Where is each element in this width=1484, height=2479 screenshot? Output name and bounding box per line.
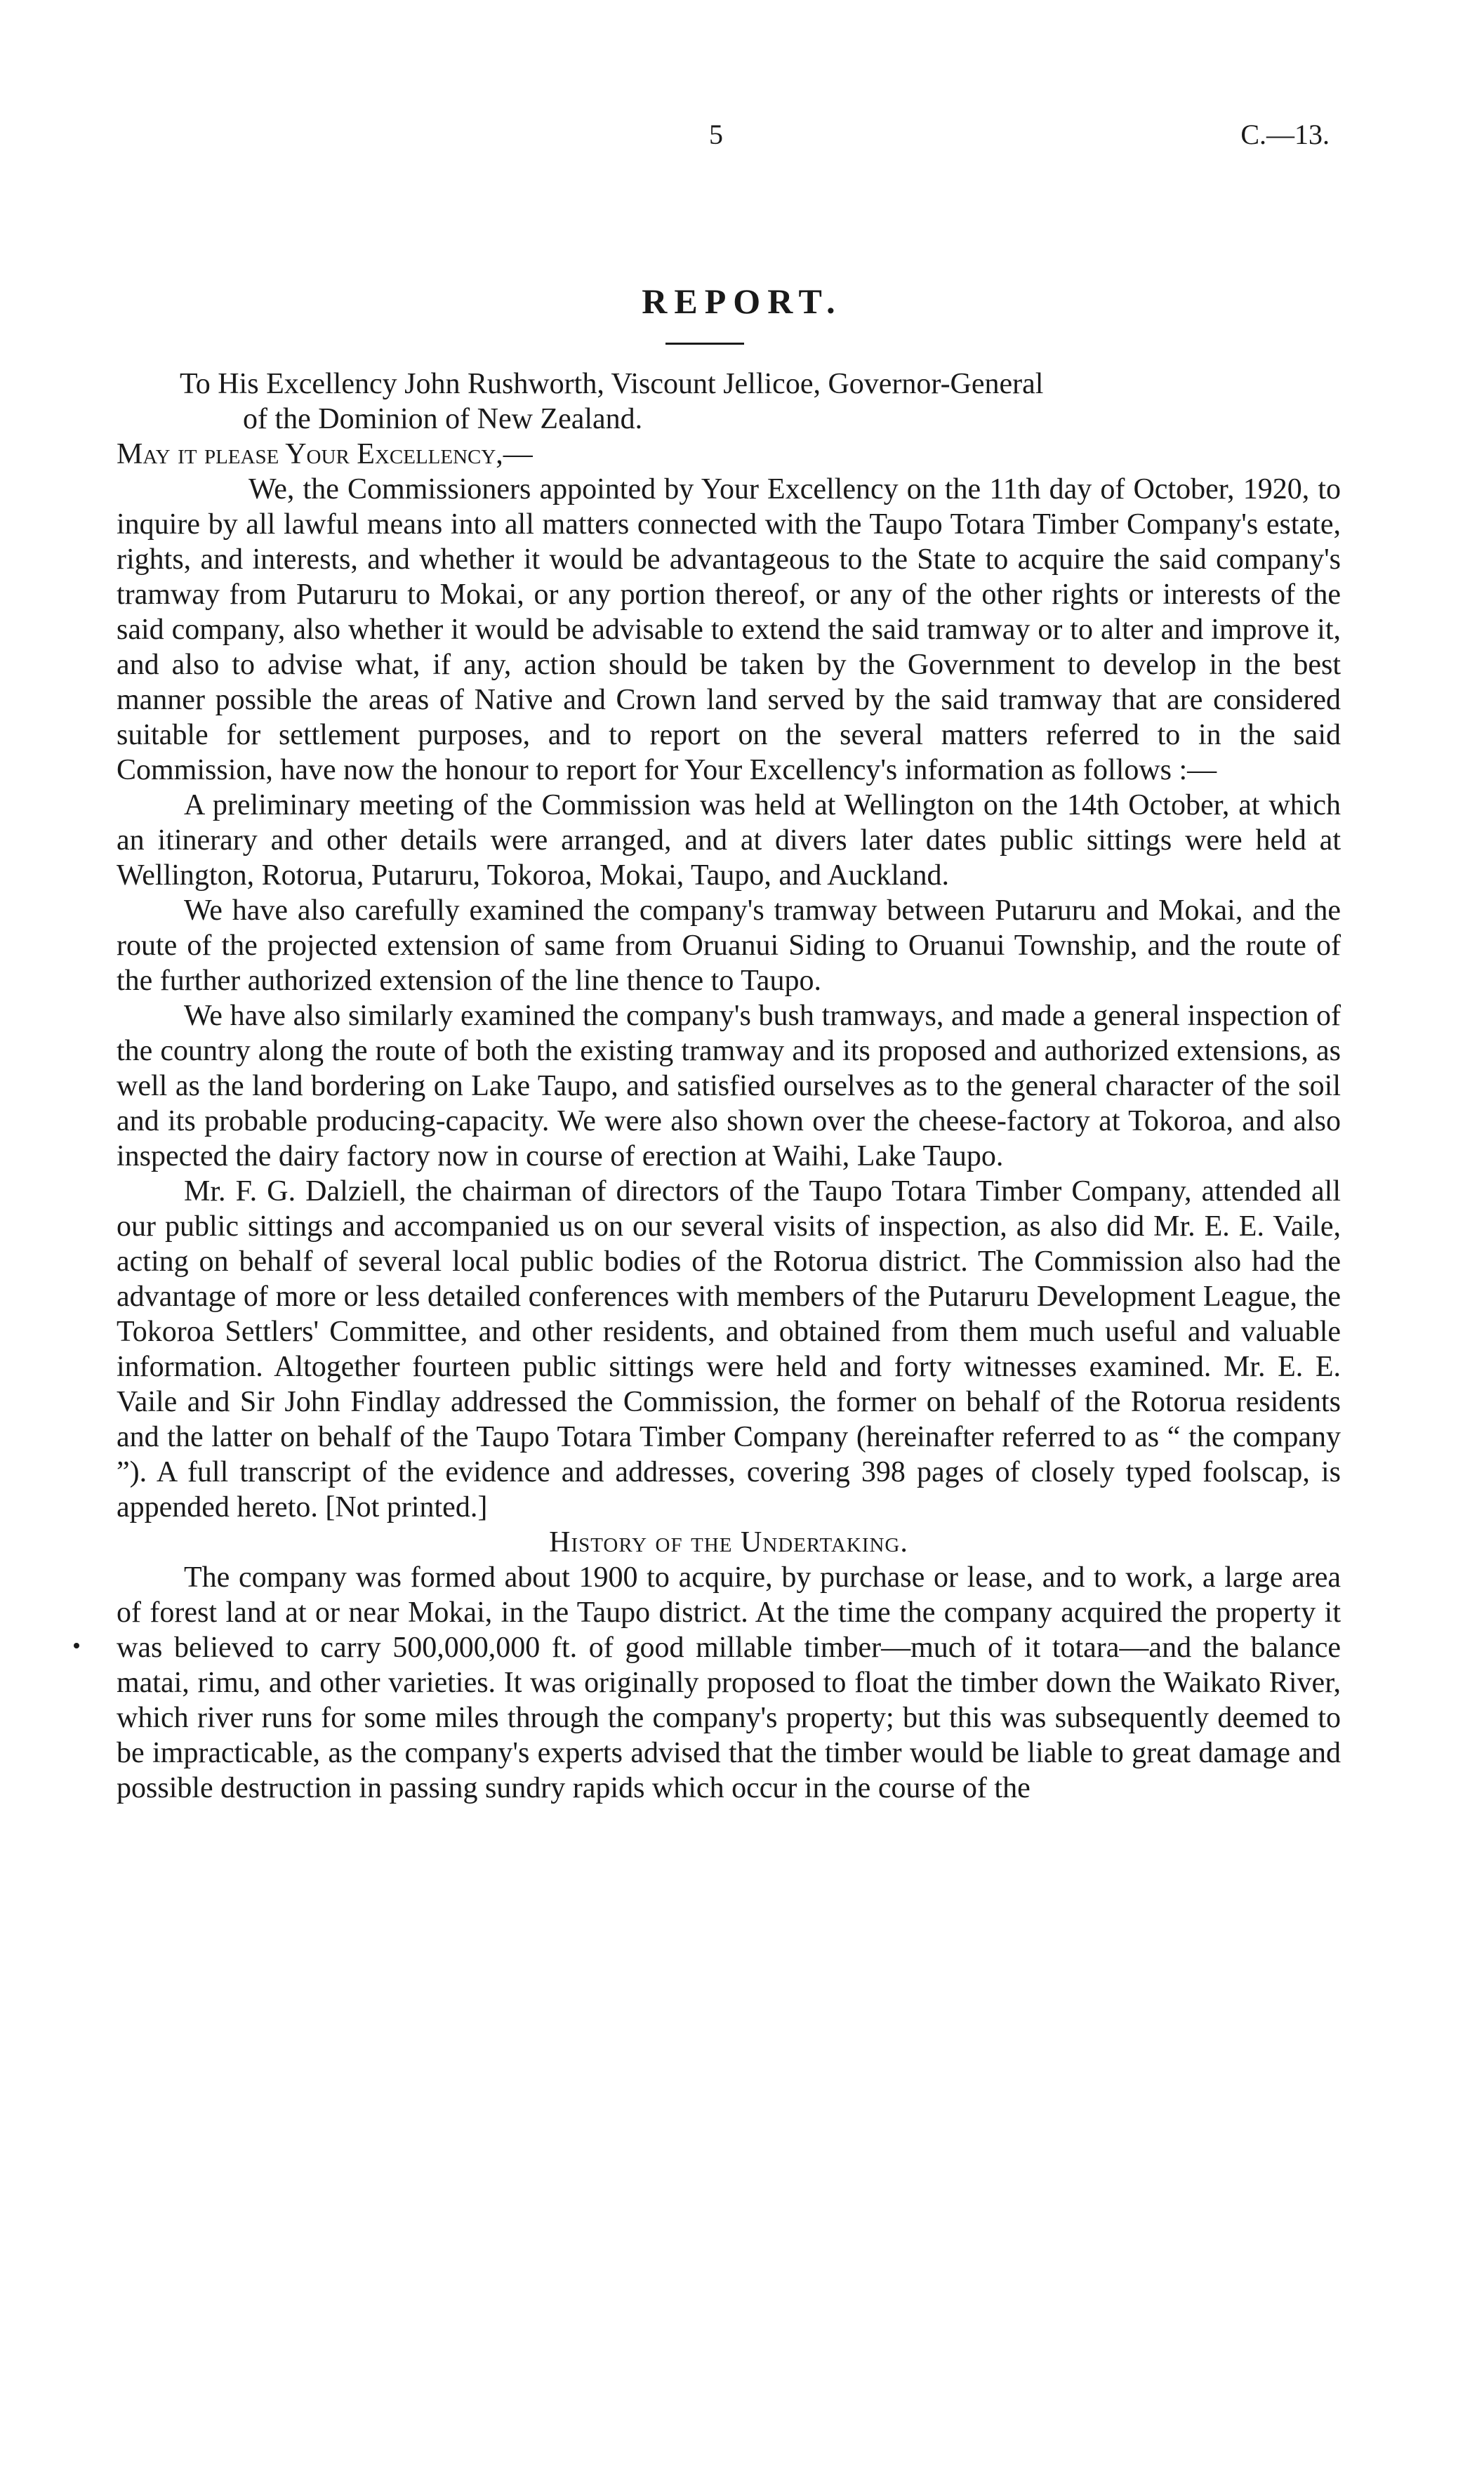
paragraph-history: The company was formed about 1900 to acquire, by purchase or lease, and to work, a large area of forest land at or near Mokai, in the Taupo district. At the time the company acquired the property it was believed to carry 500,000,000 ft. of good millable timber—much of it totara—and the balance matai, rimu, and other varieties. It was originally proposed to float the timber down the Waikato River, which river runs for some miles through the company's property; but this was subsequently deemed to be impracticable, as the company's experts advised that the timber would be liable to great damage and possible destruction in passing sundry rapids which occur in the course of the	[117, 1561, 1341, 1804]
paragraph-bush-tramways: We have also similarly examined the company's bush tramways, and made a general inspection of the country along the route of both the existing tramway and its proposed and authorized extensions, as well as the land bordering on Lake Taupo, and satisfied ourselves as to the general character of the soil and its probable producing-capacity. We were also shown over the cheese-factory at Tokoroa, and also inspected the dairy factory now in course of erection at Waihi, Lake Taupo.	[117, 1000, 1341, 1172]
document-reference: C.—13.	[1240, 119, 1330, 150]
page-number: 5	[709, 119, 723, 150]
report-body	[117, 366, 1341, 1806]
report-title: REPORT.	[642, 282, 842, 321]
paragraph-meeting: A preliminary meeting of the Commission was held at Wellington on the 14th October, at which an itinerary and other details were arranged, and at divers later dates public sittings were held at Wellington, Rotorua, Putaruru, Tokoroa, Mokai, Taupo, and Auckland.	[117, 789, 1341, 892]
margin-mark	[74, 1643, 79, 1648]
page-header	[0, 118, 1484, 160]
addressee-line-2: of the Dominion of New Zealand.	[243, 403, 643, 435]
section-heading-history: History of the Undertaking.	[549, 1526, 908, 1559]
paragraph-sittings: Mr. F. G. Dalziell, the chairman of directors of the Taupo Totara Timber Company, attended all our public sittings and accompanied us on our several visits of inspection, as also did Mr. E. E. Vaile, acting on behalf of several local public bodies of the Rotorua district. The Commission also had the advantage of more or less detailed conferences with members of the Putaruru Development League, the Tokoroa Settlers' Committee, and other residents, and obtained from them much useful and valuable information. Altogether fourteen public sittings were held and forty witnesses examined. Mr. E. E. Vaile and Sir John Findlay addressed the Commission, the former on behalf of the Rotorua residents and the latter on behalf of the Taupo Totara Timber Company (hereinafter referred to as “ the company ”). A full transcript of the evidence and addresses, covering 398 pages of closely typed foolscap, is appended hereto. [Not printed.]	[117, 1175, 1341, 1523]
title-underline	[665, 343, 744, 345]
addressee	[117, 366, 1341, 437]
paragraph-intro: We, the Commissioners appointed by Your Excellency on the 11th day of October, 1920, to inquire by all lawful means into all matters connected with the Taupo Totara Timber Company's estate, rights, and interests, and whether it would be advantageous to the State to acquire the said company's tramway from Putaruru to Mokai, or any portion thereof, or any of the other rights or interests of the said company, also whether it would be advisable to extend the said tramway or to alter and improve it, and also to advise what, if any, action should be taken by the Government to develop in the best manner possible the areas of Native and Crown land served by the said tramway that are considered suitable for settlement purposes, and to report on the several matters referred to in the said Commission, have now the honour to report for Your Excellency's information as follows :—	[117, 473, 1341, 786]
salutation: May it please Your Excellency,—	[117, 438, 533, 470]
addressee-line-1: To His Excellency John Rushworth, Viscount Jellicoe, Governor-General	[180, 368, 1044, 400]
paragraph-tramway-examined: We have also carefully examined the company's tramway between Putaruru and Mokai, and the route of the projected extension of same from Oruanui Siding to Oruanui Township, and the route of the further authorized extension of the line thence to Taupo.	[117, 894, 1341, 997]
